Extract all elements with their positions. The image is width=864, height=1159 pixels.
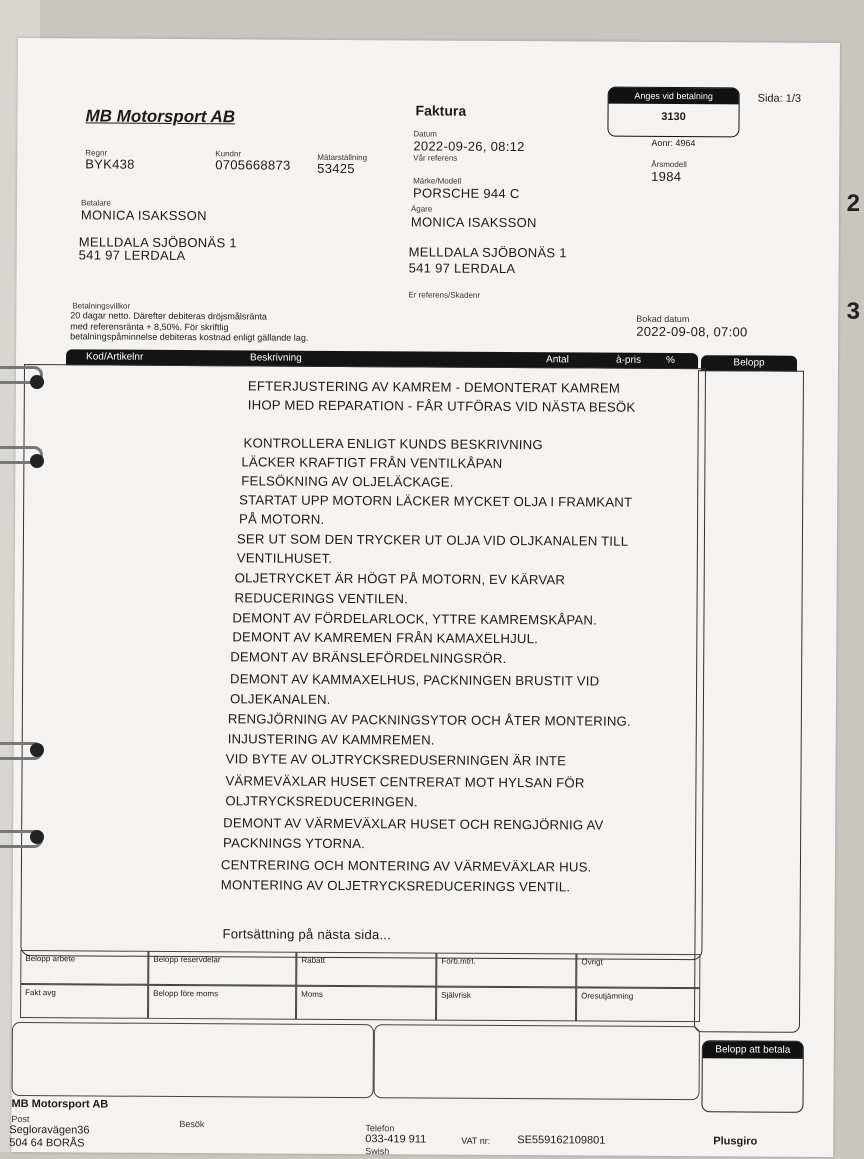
matarstallning-label: Mätarställning [317,152,368,163]
moms: Moms [296,986,436,1021]
betalare-city: 541 97 LERDALA [78,247,186,264]
payment-reference-value: 3130 [661,110,686,124]
col-apris: à-pris [616,354,642,366]
regnr-label: Regnr [85,148,108,158]
description-line: EFTERJUSTERING AV KAMREM - DEMONTERAT KAMREM [247,378,621,396]
datum-value: 2022-09-26, 08:12 [413,138,525,155]
description-line: OLJEKANALEN. [229,691,331,707]
description-line: VID BYTE AV OLJTRYCKSREDUSERNINGEN ÄR INTE [225,751,567,769]
var-referens-label: Vår referens [413,153,458,163]
belopp-att-betala-box [701,1040,803,1113]
marke-label: Märke/Modell [413,176,462,186]
footer-company: MB Motorsport AB [11,1097,109,1111]
ovrigt: Övrigt [576,953,700,988]
footer-besok-label: Besök [179,1119,205,1130]
betalare-label: Betalare [80,198,111,208]
arsmodell-value: 1984 [651,168,682,185]
description-line: OLJTRYCKSREDUCERINGEN. [225,793,418,810]
villkor-line: betalningspåminnelse debiteras kostnad enligt gällande lag. [70,331,309,343]
oresutjamning: Öresutjämning [576,987,700,1022]
description-lines [18,38,840,43]
belopp-arbete: Belopp arbete [20,950,148,985]
forb-mtrl: Förb.mtrl. [436,953,576,988]
payment-reference-box [607,87,739,138]
betalningsvillkor-label: Betalningsvillkor [72,301,131,311]
bokad-label: Bokad datum [636,313,690,325]
bokad-value: 2022-09-08, 07:00 [636,323,748,340]
footer-post-label: Post [11,1113,30,1125]
description-line: PACKNINGS YTORNA. [223,835,366,852]
sjalvrisk: Självrisk [436,987,576,1022]
villkor-line: med referensränta + 8,50%. För skriftlig [70,320,229,332]
description-line: REDUCERINGS VENTILEN. [234,590,409,607]
er-referens-label: Er referens/Skadenr [408,290,481,300]
belopp-att-betala-label: Belopp att betala [703,1041,803,1059]
description-line: FELSÖKNING AV OLJELÄCKAGE. [241,473,454,490]
footer-vat: SE559162109801 [517,1134,606,1147]
description-line: DEMONT AV FÖRDELARLOCK, YTTRE KAMREMSKÅPAN. [232,610,598,628]
footer-vat-label: VAT nr: [461,1135,491,1146]
description-line: DEMONT AV BRÄNSLEFÖRDELNINGSRÖR. [230,649,507,666]
document-title: Faktura [415,102,467,119]
side-page-number: 3 [846,298,860,325]
datum-label: Datum [413,129,438,139]
invoice-page [11,38,840,1157]
description-line: DEMONT AV VÄRMEVÄXLAR HUSET OCH RENGJÖRNIG AV [223,815,604,833]
description-line: PÅ MOTORN. [239,511,325,527]
binder-hole [30,830,44,844]
description-line: RENGJÖRNING AV PACKNINGSYTOR OCH ÅTER MONTERING. [227,711,631,729]
col-procent: % [666,354,675,367]
description-line: DEMONT AV KAMREMEN FRÅN KAMAXELHJUL. [232,629,539,647]
footer-telefon-label: Telefon [365,1123,395,1134]
description-line: VÄRMEVÄXLAR HUSET CENTRERAT MOT HYLSAN FÖR [225,773,585,791]
description-line: IHOP MED REPARATION - FÅR UTFÖRAS VID NÄSTA BESÖK [247,397,636,415]
kundnr-label: Kundnr [215,149,242,159]
col-beskrivning: Beskrivning [250,352,302,364]
footer-plusgiro: Plusgiro [713,1135,758,1148]
bottom-box-middle [374,1024,700,1100]
marke-value: PORSCHE 944 C [413,185,520,202]
betalningsvillkor-text [70,310,308,343]
description-line: DEMONT AV KAMMAXELHUS, PACKNINGEN BRUSTIT VID [230,671,600,689]
rabatt: Rabatt [296,952,436,987]
arsmodell-label: Årsmodell [651,159,687,170]
agare-city: 541 97 LERDALA [408,260,516,277]
footer-city: 504 64 BORÅS [9,1136,85,1150]
matarstallning-value: 53425 [317,160,355,177]
belopp-fore-moms: Belopp före moms [148,985,296,1020]
company-name: MB Motorsport AB [85,106,236,127]
col-belopp: Belopp [701,355,797,372]
description-line: LÄCKER KRAFTIGT FRÅN VENTILKÅPAN [241,454,503,471]
aonr: Aonr: 4964 [651,137,696,149]
description-line: SER UT SOM DEN TRYCKER UT OLJA VID OLJKANALEN TILL [236,531,629,549]
description-line: CENTRERING OCH MONTERING AV VÄRMEVÄXLAR HUS. [220,857,592,875]
agare-label: Ägare [410,204,433,214]
col-antal: Antal [546,354,569,366]
description-line: MONTERING AV OLJETRYCKSREDUCERINGS VENTIL. [220,877,571,895]
description-line: INJUSTERING AV KAMMREMEN. [227,731,435,748]
belopp-column-box [694,370,804,1033]
binder-hole [30,743,44,757]
footer-telefon: 033-419 911 [365,1133,427,1146]
description-line: OLJETRYCKET ÄR HÖGT PÅ MOTORN, EV KÄRVAR [234,570,566,588]
page-number: Sida: 1/3 [757,92,802,105]
betalare-name: MONICA ISAKSSON [80,207,207,224]
kundnr-value: 0705668873 [215,157,291,173]
footer-street: Segloravägen36 [9,1123,90,1137]
continuation-note: Fortsättning på nästa sida... [222,926,392,943]
description-line: VENTILHUSET. [236,550,333,566]
belopp-reservdelar: Belopp reservdelar [148,951,296,986]
bottom-box-left [12,1022,374,1098]
regnr-value: BYK438 [85,156,135,172]
description-line: KONTROLLERA ENLIGT KUNDS BESKRIVNING [243,435,543,453]
fakt-avg: Fakt avg [20,984,148,1019]
agare-name: MONICA ISAKSSON [410,214,537,231]
binder-hole [30,375,44,389]
villkor-line: 20 dagar netto. Därefter debiteras dröjsmålsränta [70,310,267,322]
binder-hole [30,454,44,468]
agare-street: MELLDALA SJÖBONÄS 1 [408,244,567,261]
footer-swish-label: Swish [365,1146,390,1157]
side-page-number: 2 [846,190,860,217]
description-line: STARTAT UPP MOTORN LÄCKER MYCKET OLJA I FRAMKANT [239,492,633,510]
betalare-street: MELLDALA SJÖBONÄS 1 [78,234,237,251]
payment-reference-label: Anges vid betalning [609,88,739,105]
col-kod: Kod/Artikelnr [86,351,144,363]
